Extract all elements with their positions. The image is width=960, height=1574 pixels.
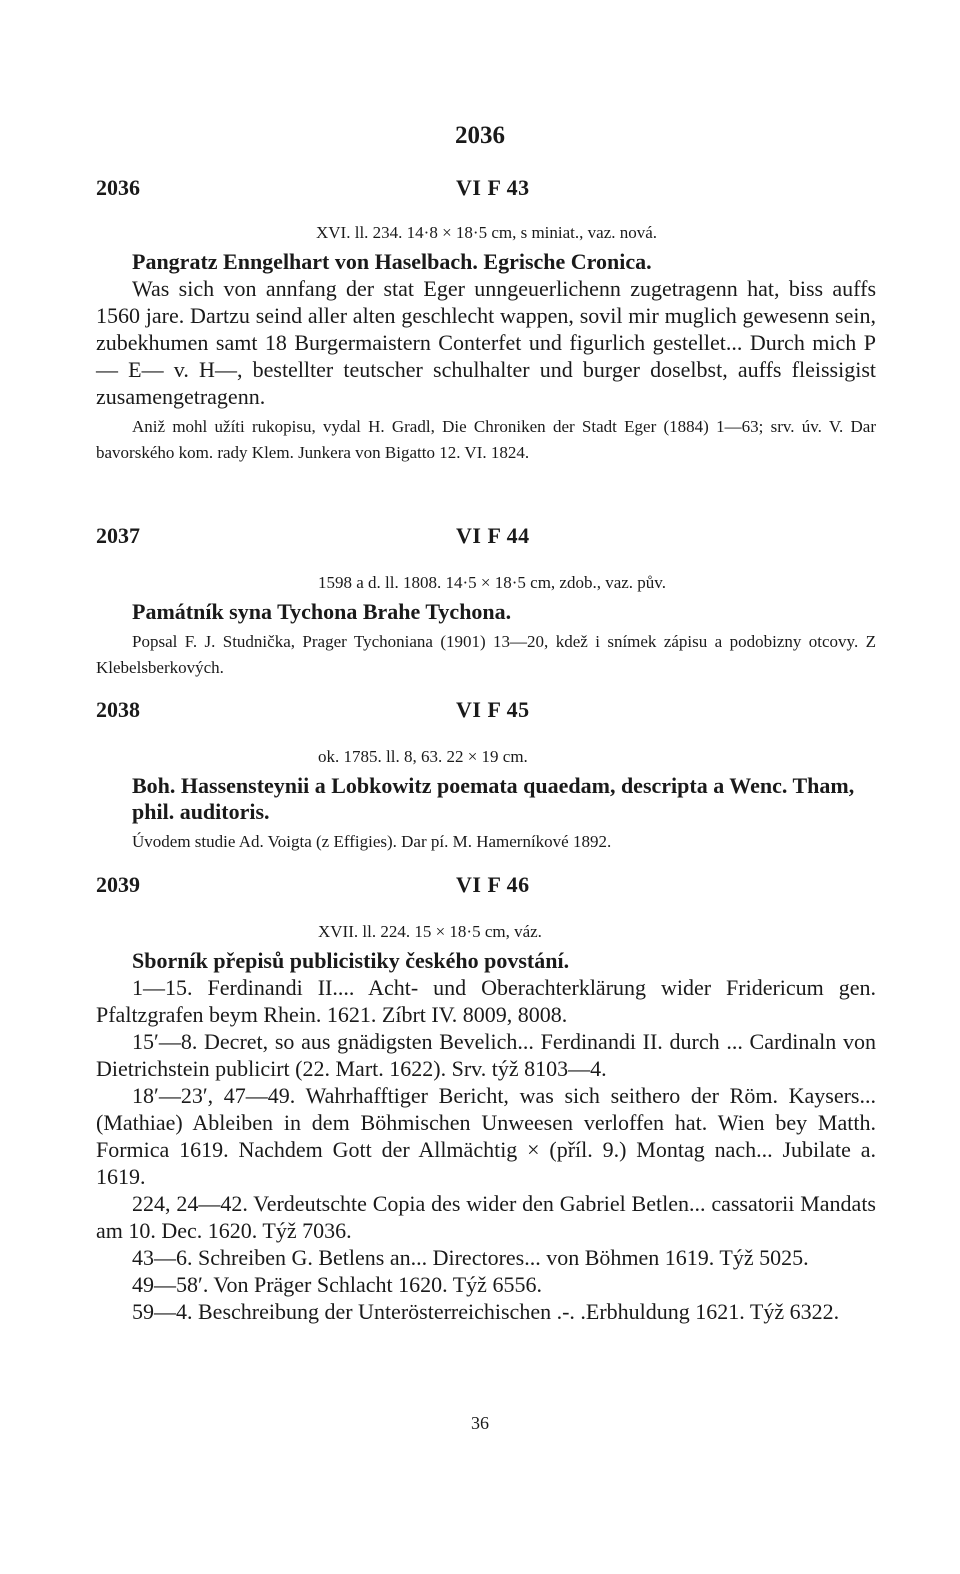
entry-number: 2037	[96, 523, 140, 548]
physical-description: XVI. ll. 234. 14·8 × 18·5 cm, s miniat., vaz. nová.	[316, 223, 658, 242]
list-item: 59—4. Beschreibung der Unterösterreichischen .-. .Erbhuldung 1621. Týž 6322.	[132, 1299, 840, 1324]
entry-note: Aniž mohl užíti rukopisu, vydal H. Gradl, Die Chroniken der Stadt Eger (1884) 1—63; srv. úv. V. Dar bavorského kom. rady Klem. Junkera von Bigatto 12. VI. 1824.	[96, 417, 876, 462]
shelfmark: VI F 43	[456, 175, 530, 200]
physical-description: XVII. ll. 224. 15 × 18·5 cm, váz.	[318, 922, 542, 941]
entry-number: 2036	[96, 175, 140, 200]
page-number: 36	[471, 1413, 489, 1433]
entry-number: 2039	[96, 872, 140, 897]
entry-number: 2038	[96, 697, 140, 722]
entry-title: Boh. Hassensteynii a Lobkowitz poemata quaedam, descripta a Wenc. Tham, phil. auditoris.	[132, 773, 855, 824]
entry-header	[96, 523, 876, 555]
entry-text: Was sich von annfang der stat Eger unngeuerlichenn zugetragenn hat, biss auffs 1560 jare. Dartzu seind aller alten geschlecht wappen, sovil mir muglich gewesenn sein, zubekhumen samt 18 Burgermaistern Conterfet und figurlich gestellet... Durch mich P— E— v. H—, bestellter teutscher schulhalter und burger doselbst, auffs fleissigist zusamengetragenn.	[96, 276, 876, 409]
entry-title: Pangratz Enngelhart von Haselbach. Egrische Cronica.	[132, 249, 652, 274]
entry-note: Úvodem studie Ad. Voigta (z Effigies). Dar pí. M. Hamerníkové 1892.	[132, 832, 612, 851]
list-item: 43—6. Schreiben G. Betlens an... Directores... von Böhmen 1619. Týž 5025.	[132, 1245, 809, 1270]
entry-title: Památník syna Tychona Brahe Tychona.	[132, 599, 512, 624]
entry-header	[96, 175, 876, 207]
physical-description: ok. 1785. ll. 8, 63. 22 × 19 cm.	[318, 747, 528, 766]
shelfmark: VI F 44	[456, 523, 530, 548]
shelfmark: VI F 46	[456, 872, 530, 897]
list-item: 15′—8. Decret, so aus gnädigsten Bevelich... Ferdinandi II. durch ... Cardinaln von Dietrichstein publicirt (22. Mart. 1622). Srv. týž 8103—4.	[96, 1029, 876, 1081]
physical-description: 1598 a d. ll. 1808. 14·5 × 18·5 cm, zdob., vaz. pův.	[318, 573, 666, 592]
entry-header	[96, 697, 876, 729]
catalog-entry-2038	[96, 697, 876, 855]
catalog-entry-2037	[96, 523, 876, 681]
catalog-entry-2036	[96, 175, 876, 466]
list-item: 18′—23′, 47—49. Wahrhafftiger Bericht, was sich seithero der Röm. Kaysers... (Mathiae) Ableiben in dem Böhmischen Unweesen verloffen hat. Wien bey Matth. Formica 1619. Nachdem Gott der Allmächtig × (příl. 9.) Montag nach... Jubilate a. 1619.	[96, 1083, 876, 1189]
list-item: 224, 24—42. Verdeutschte Copia des wider den Gabriel Betlen... cassatorii Mandats am 10. Dec. 1620. Týž 7036.	[96, 1191, 876, 1243]
entry-header	[96, 872, 876, 904]
entry-note: Popsal F. J. Studnička, Prager Tychoniana (1901) 13—20, kdež i snímek zápisu a podobizny otcovy. Z Klebelsberkových.	[96, 632, 876, 677]
entry-title: Sborník přepisů publicistiky českého povstání.	[132, 948, 570, 973]
list-item: 49—58′. Von Präger Schlacht 1620. Týž 6556.	[132, 1272, 542, 1297]
running-head: 2036	[455, 122, 505, 149]
list-item: 1—15. Ferdinandi II.... Acht- und Oberachterklärung wider Fridericum gen. Pfaltzgrafen beym Rhein. 1621. Zíbrt IV. 8009, 8008.	[96, 975, 876, 1027]
catalog-entry-2039	[96, 872, 876, 1325]
shelfmark: VI F 45	[456, 697, 530, 722]
